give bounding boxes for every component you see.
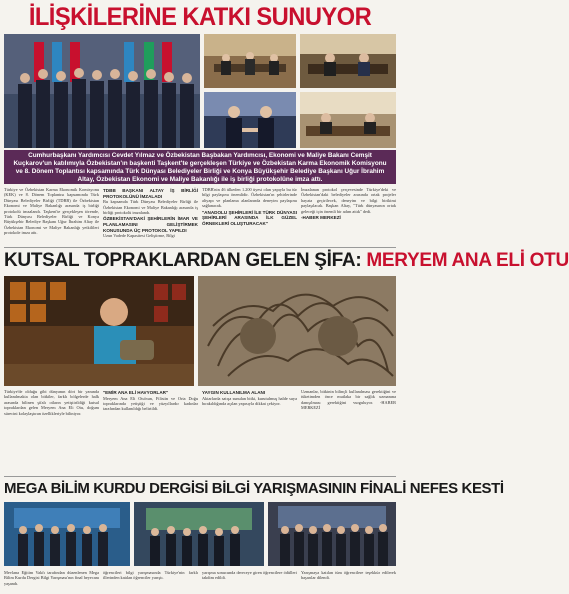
photo-caption: Cumhurbaşkanı Yardımcısı Cevdet Yılmaz ve Özbekistan Başbakan Yardımcısı, Ekonomi ve Maliye Bakanı Cemşit Kuçkarov'un katılımıyla Özbekistan'ın başkenti Taşkent'te gerçekleşen Türkiye ve Özbekistan Karma Ekonomik Komisyonu ve 8. Dönem Toplantısı kapsamında Türk Dünyası Belediyeler Birliği ve Konya Büyükşehir Belediye Başkanı Uğur İbrahim Altay, Özbekistan Ekonomi ve Maliye Bakanlığı ile iş birliği protokolüne imza attı. [4,150,396,184]
award-photo-2 [134,502,264,566]
story2-col1: Türkiye'de olduğu gibi dünyanın dört bir yanında kullanılmakta olan bitkiler, farklı bölgelerde halk arasında bilinen şifalı otların yetiştirildiği kutsal topraklardan gelen Meryem Ana Eli Otu, doğum sürecini kolaylaştıran özellikleriyle biliniyor. [4,389,99,416]
headline-2-red: MERYEM ANA ELİ OTU [366,250,569,271]
story3-columns [4,570,396,592]
story3-col2: öğrencileri bilgi yarışmasında Türkiye'nin farklı illerinden katılan öğrenciler yarıştı. [103,570,198,581]
story2-columns [4,389,396,475]
handshake-photo [204,92,296,148]
headline-1: İLİŞKİLERİNE KATKI SUNUYOR [28,3,372,31]
story2-col4: Uzmanlar, bitkinin bilinçli kullanılması gerektiğini ve tüketimden önce mutlaka bir sağlık uzmanına danışılması gerektiğini vurguluyor. -HABER MERKEZİ [301,389,396,411]
story1-byline: -HABER MERKEZİ [301,215,341,221]
award-photo-3 [268,502,396,566]
meeting-photo-2 [300,34,396,88]
headline-2 [4,248,569,274]
plant-photo [198,276,396,386]
story3-col1: Mevlana Eğitim Vakfı tarafından düzenlenen Mega Bilim Kurdu Dergisi Bilgi Yarışması'nın final heyecanı yaşandı. [4,570,99,586]
delegation-photo [4,34,200,148]
story1-col1: Türkiye ve Özbekistan Karma Ekonomik Komisyonu (KEK) ve 8. Dönem Toplantısı kapsamında Türk Dünyası Belediyeler Birliği (TDBB) ile Özbekistan Ekonomi ve Maliye Bakanlığı arasında iş birliği protokolü imzalandı. Taşkent'te gerçekleşen törende, Türk Dünyası Belediyeler Birliği ve Konya Büyükşehir Belediye Başkanı Uğur İbrahim Altay ile Özbekistan Ekonomi ve Maliye Bakanlığı yetkilileri protokole imza attı. [4,187,99,236]
story1-subheading-2: ÖZBEKİSTAN'DAKİ ŞEHİRLERİN İMAR VE PLANLAMASINI GELİŞTİRMEK KONUSUNDA ÜÇ PROTOKOL YAPILDI [103,216,198,233]
story1-col3-text: TDBB'nin 46 ülkeden 1.200 üyesi olan yapıyla bu tür bilgi paylaşımı önemlidir. Özbekistan'ın şehirlerinde altyapı ve planlama alanlarında deneyim paylaşımı sağlanacak. [202,187,297,209]
story3-col4: Yarışmaya katılan tüm öğrencilere teşekkür edilerek başarılar dilendi. [301,570,396,581]
story1-col4 [301,187,396,245]
story1-col2b-text: Uzun Vadede Kapasitesi Geliştirme, Bilgi [103,233,175,239]
story1-col3 [202,187,297,245]
story2-col2-text: Meryem Ana Eli Otu'nun, Filistin ve Orta Doğu topraklarında yetiştiği ve yüzyıllardır kadınlar tarafından kullanıldığı belirtildi. [103,395,198,412]
story2-subheading: "EMİR ANA ELİ HAVYORLAR" [103,390,169,395]
story1-col2 [103,187,198,245]
story1-col2-text: Bu kapsamda Türk Dünyası Belediyeler Birliği ile Özbekistan Ekonomi ve Maliye Bakanlığı arasında iş birliği protokolü imzalandı. [103,199,198,215]
meeting-photo-1 [204,34,296,88]
award-photo-1 [4,502,130,566]
headline-3: MEGA BİLİM KURDU DERGİSİ BİLGİ YARIŞMASININ FİNALİ NEFES KESTİ [4,480,504,497]
story2-subheading-2: YAYGIN KULLANILMA ALANI [202,390,266,395]
story3-col3: yarışma sonucunda dereceye giren öğrencilere ödülleri takdim edildi. [202,570,297,581]
story2-col2 [103,389,198,475]
story1-columns [4,187,396,245]
signing-photo [300,92,396,148]
story1-col4-text: İmzalanan protokol çerçevesinde Türkiye'deki ve Özbekistan'daki belediyeler arasında ortak projeler hayata geçirilecek, deneyim ve bilgi birikimi paylaşılacak. Başkan Altay, "Türk dünyasının ortak geleceği için önemli bir adım attık" dedi. [301,187,396,214]
headline-2-black: KUTSAL TOPRAKLARDAN GELEN ŞİFA: [4,250,362,271]
herbalist-photo [4,276,194,386]
story2-col3-text: Aktarlarda satışa sunulan bitki, kurutulmuş halde suya bırakıldığında açılan yapısıyla dikkat çekiyor. [202,395,297,406]
story2-col3 [202,389,297,475]
story1-subheading: TDBB BAŞKANI ALTAY İŞ BİRLİĞİ PROTOKOLÜNÜ İMZALADI [103,188,198,199]
story1-subheading-3: "ANADOLU ŞEHİRLERİ İLE TÜRK DÜNYASI ŞEHİRLERİ ARASINDA İLK GÜZEL ÖRNEKLERİ OLUŞTURACAK" [202,209,297,226]
